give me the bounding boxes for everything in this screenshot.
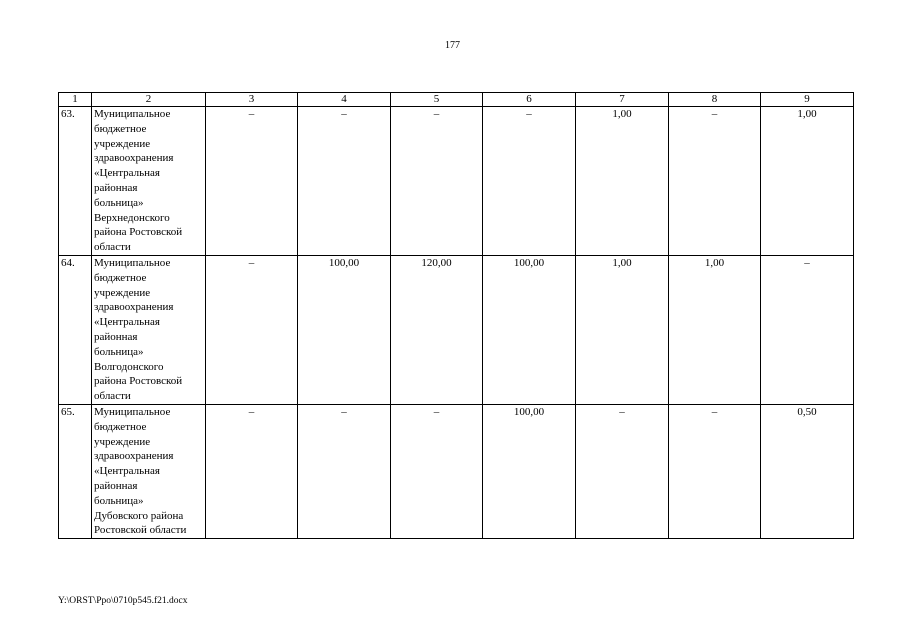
name-line: больница» [94, 345, 144, 358]
name-line: учреждение [94, 435, 151, 448]
name-line: бюджетное [94, 122, 147, 135]
table-cell: – [483, 107, 576, 256]
name-line: области [94, 241, 131, 254]
name-line: Муниципальное [94, 257, 171, 269]
name-line: района Ростовской [94, 375, 183, 388]
table-cell: 1,00 [576, 107, 669, 256]
row-number: 64. [59, 256, 92, 405]
table-cell: – [298, 107, 391, 256]
table-row [59, 107, 854, 256]
name-line: района Ростовской [94, 226, 183, 239]
institution-name [92, 405, 206, 539]
name-line: больница» [94, 196, 144, 209]
name-line: здравоохранения [94, 152, 174, 165]
name-line: больница» [94, 494, 144, 507]
table-cell: 120,00 [391, 256, 483, 405]
table-cell: – [298, 405, 391, 539]
column-header: 9 [761, 93, 854, 107]
name-line: «Центральная [94, 465, 160, 478]
column-header: 8 [669, 93, 761, 107]
column-header: 6 [483, 93, 576, 107]
column-header: 7 [576, 93, 669, 107]
table-row [59, 405, 854, 539]
name-line: здравоохранения [94, 301, 174, 314]
table-cell: – [391, 405, 483, 539]
row-number: 65. [59, 405, 92, 539]
name-line: Дубовского района [94, 509, 184, 522]
table-cell: – [669, 107, 761, 256]
name-line: «Центральная [94, 316, 160, 329]
table-cell: – [576, 405, 669, 539]
table-cell: – [669, 405, 761, 539]
column-header: 5 [391, 93, 483, 107]
table-cell: – [206, 256, 298, 405]
column-header: 4 [298, 93, 391, 107]
data-table [58, 92, 854, 539]
table-cell: – [206, 405, 298, 539]
name-line: Муниципальное [94, 108, 171, 120]
table-header-row [59, 93, 854, 107]
name-line: учреждение [94, 286, 151, 299]
table-cell: 1,00 [576, 256, 669, 405]
name-line: Ростовской области [94, 524, 187, 537]
table-cell: 100,00 [298, 256, 391, 405]
table-cell: – [761, 256, 854, 405]
name-line: учреждение [94, 137, 151, 150]
column-header: 2 [92, 93, 206, 107]
table-cell: – [391, 107, 483, 256]
name-line: бюджетное [94, 271, 147, 284]
name-line: области [94, 390, 131, 403]
page-number: 177 [445, 40, 460, 51]
name-line: Муниципальное [94, 406, 171, 418]
table-row [59, 256, 854, 405]
table-cell: 1,00 [669, 256, 761, 405]
institution-name [92, 256, 206, 405]
name-line: Волгодонского [94, 360, 164, 373]
table-cell: 100,00 [483, 405, 576, 539]
name-line: «Центральная [94, 167, 160, 180]
name-line: здравоохранения [94, 450, 174, 463]
name-line: районная [94, 181, 138, 194]
institution-name [92, 107, 206, 256]
footer-file-path: Y:\ORST\Ppo\0710p545.f21.docx [58, 596, 188, 606]
name-line: бюджетное [94, 420, 147, 433]
column-header: 1 [59, 93, 92, 107]
row-number: 63. [59, 107, 92, 256]
table-cell: 0,50 [761, 405, 854, 539]
table-cell: 100,00 [483, 256, 576, 405]
table-cell: 1,00 [761, 107, 854, 256]
name-line: районная [94, 479, 138, 492]
name-line: Верхнедонского [94, 211, 170, 224]
column-header: 3 [206, 93, 298, 107]
name-line: районная [94, 330, 138, 343]
table-cell: – [206, 107, 298, 256]
